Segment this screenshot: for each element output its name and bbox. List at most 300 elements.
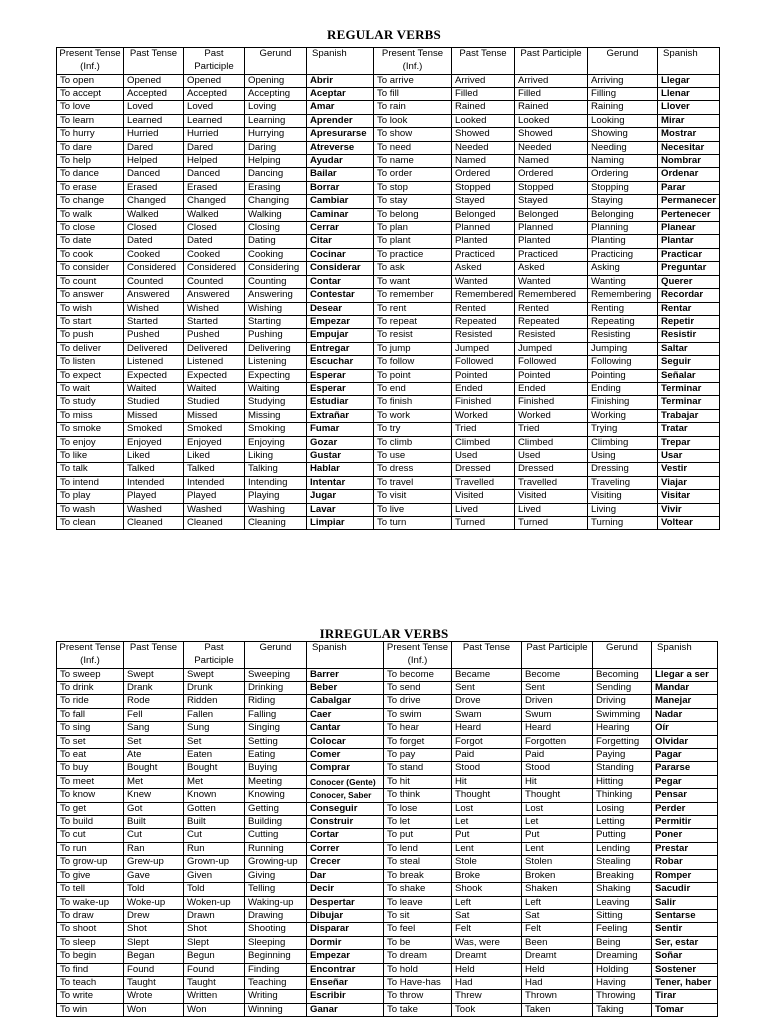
cell-gerund: Sleeping [245,936,307,949]
cell-spanish: Oír [652,722,718,735]
cell-past-participle: Dated [184,235,245,248]
cell-gerund: Sending [593,682,652,695]
cell-gerund: Growing-up [245,856,307,869]
cell-past-participle: Written [184,990,245,1003]
cell-gerund: Forgetting [593,735,652,748]
cell-past-participle: Lent [522,842,593,855]
cell-gerund: Teaching [245,976,307,989]
cell-present-tense: To let [384,816,452,829]
cell-gerund: Washing [245,503,307,516]
cell-gerund: Having [593,976,652,989]
cell-gerund: Using [588,449,658,462]
table-row [57,695,718,708]
table-row [57,883,718,896]
table-row [57,315,720,328]
column-header-spanish: Spanish [307,642,384,669]
cell-gerund: Breaking [593,869,652,882]
cell-past-tense: Cleaned [124,517,184,530]
cell-gerund: Taking [593,1003,652,1016]
table-row [57,409,720,422]
cell-past-tense: Paid [452,749,522,762]
cell-past-participle: Run [184,842,245,855]
table-row [57,235,720,248]
cell-past-participle: Showed [515,128,588,141]
cell-present-tense: To write [57,990,124,1003]
cell-present-tense: To plant [374,235,452,248]
cell-past-participle: Named [515,155,588,168]
cell-present-tense: To erase [57,181,124,194]
cell-past-participle: Remembered [515,289,588,302]
column-header-gerund: Gerund [245,48,307,75]
cell-gerund: Staying [588,195,658,208]
column-header-past-tense: Past Tense [124,48,184,75]
column-header-present-tense: Present Tense (Inf.) [57,48,124,75]
cell-past-participle: Put [522,829,593,842]
cell-present-tense: To put [384,829,452,842]
cell-gerund: Hearing [593,722,652,735]
cell-past-tense: Ate [124,749,184,762]
cell-spanish: Llegar a ser [652,668,718,681]
cell-gerund: Paying [593,749,652,762]
cell-past-tense: Pushed [124,329,184,342]
cell-spanish: Olvidar [652,735,718,748]
table-row [57,503,720,516]
cell-gerund: Waking-up [245,896,307,909]
cell-spanish: Hablar [307,463,374,476]
cell-past-participle: Stayed [515,195,588,208]
cell-present-tense: To clean [57,517,124,530]
cell-past-participle: Stolen [522,856,593,869]
cell-present-tense: To consider [57,262,124,275]
cell-spanish: Empujar [307,329,374,342]
cell-past-participle: Bought [184,762,245,775]
cell-past-participle: Repeated [515,315,588,328]
table-row [57,356,720,369]
cell-spanish: Cabalgar [307,695,384,708]
cell-present-tense: To practice [374,248,452,261]
cell-spanish: Visitar [658,490,720,503]
cell-present-tense: To travel [374,476,452,489]
cell-gerund: Winning [245,1003,307,1016]
cell-gerund: Playing [245,490,307,503]
cell-present-tense: To dance [57,168,124,181]
cell-past-participle: Gotten [184,802,245,815]
cell-gerund: Hurrying [245,128,307,141]
cell-present-tense: To hit [384,775,452,788]
cell-past-tense: Threw [452,990,522,1003]
cell-spanish: Caminar [307,208,374,221]
cell-spanish: Beber [307,682,384,695]
cell-present-tense: To drive [384,695,452,708]
cell-past-participle: Broken [522,869,593,882]
table-row [57,302,720,315]
cell-gerund: Losing [593,802,652,815]
cell-past-participle: Let [522,816,593,829]
cell-spanish: Rentar [658,302,720,315]
cell-past-participle: Felt [522,923,593,936]
cell-past-participle: Found [184,963,245,976]
cell-gerund: Stopping [588,181,658,194]
cell-spanish: Usar [658,449,720,462]
cell-past-participle: Jumped [515,342,588,355]
cell-past-tense: Smoked [124,423,184,436]
cell-present-tense: To know [57,789,124,802]
cell-present-tense: To lend [384,842,452,855]
cell-spanish: Salir [652,896,718,909]
cell-gerund: Thinking [593,789,652,802]
cell-spanish: Nombrar [658,155,720,168]
cell-spanish: Cerrar [307,222,374,235]
cell-gerund: Ending [588,382,658,395]
cell-past-tense: Enjoyed [124,436,184,449]
cell-present-tense: To stay [374,195,452,208]
cell-past-participle: Enjoyed [184,436,245,449]
cell-present-tense: To date [57,235,124,248]
cell-gerund: Dressing [588,463,658,476]
cell-past-tense: Wrote [124,990,184,1003]
table-row [57,436,720,449]
cell-spanish: Ganar [307,1003,384,1016]
cell-gerund: Jumping [588,342,658,355]
cell-past-participle: Resisted [515,329,588,342]
cell-past-participle: Followed [515,356,588,369]
cell-past-participle: Smoked [184,423,245,436]
cell-past-tense: Built [124,816,184,829]
cell-gerund: Dreaming [593,950,652,963]
cell-present-tense: To fill [374,88,452,101]
cell-present-tense: To find [57,963,124,976]
cell-past-tense: Told [124,883,184,896]
cell-present-tense: To fall [57,708,124,721]
cell-past-tense: Walked [124,208,184,221]
cell-gerund: Singing [245,722,307,735]
cell-past-participle: Closed [184,222,245,235]
cell-past-participle: Fallen [184,708,245,721]
table-row [57,396,720,409]
cell-gerund: Wishing [245,302,307,315]
cell-past-tense: Cut [124,829,184,842]
table-row [57,896,718,909]
cell-spanish: Pegar [652,775,718,788]
cell-past-participle: Told [184,883,245,896]
cell-past-tense: Dared [124,141,184,154]
cell-present-tense: To throw [384,990,452,1003]
cell-past-tense: Ran [124,842,184,855]
cell-present-tense: To lose [384,802,452,815]
cell-spanish: Viajar [658,476,720,489]
cell-past-participle: Eaten [184,749,245,762]
cell-spanish: Mirar [658,114,720,127]
header-row [57,642,718,669]
cell-past-participle: Changed [184,195,245,208]
cell-past-participle: Planted [515,235,588,248]
cell-past-participle: Met [184,775,245,788]
cell-past-participle: Dreamt [522,950,593,963]
cell-past-tense: Let [452,816,522,829]
cell-spanish: Terminar [658,382,720,395]
cell-spanish: Conocer, Saber [307,789,384,802]
column-header-present-tense: Present Tense (Inf.) [57,642,124,669]
cell-past-tense: Stayed [452,195,515,208]
cell-past-tense: Felt [452,923,522,936]
cell-spanish: Tirar [652,990,718,1003]
cell-spanish: Permitir [652,816,718,829]
cell-past-tense: Cooked [124,248,184,261]
cell-past-tense: Changed [124,195,184,208]
cell-present-tense: To win [57,1003,124,1016]
cell-past-participle: Asked [515,262,588,275]
cell-present-tense: To play [57,490,124,503]
cell-present-tense: To sit [384,909,452,922]
cell-present-tense: To forget [384,735,452,748]
cell-gerund: Telling [245,883,307,896]
cell-past-participle: Cut [184,829,245,842]
cell-past-tense: Resisted [452,329,515,342]
cell-past-tense: Heard [452,722,522,735]
table-row [57,682,718,695]
cell-past-participle: Looked [515,114,588,127]
cell-past-tense: Was, were [452,936,522,949]
table-row [57,802,718,815]
cell-present-tense: To climb [374,436,452,449]
cell-gerund: Talking [245,463,307,476]
cell-past-participle: Sung [184,722,245,735]
table-row [57,936,718,949]
cell-past-participle: Ordered [515,168,588,181]
cell-spanish: Romper [652,869,718,882]
cell-past-tense: Visited [452,490,515,503]
cell-past-tense: Followed [452,356,515,369]
cell-spanish: Necesitar [658,141,720,154]
cell-present-tense: To be [384,936,452,949]
cell-past-tense: Wished [124,302,184,315]
cell-gerund: Answering [245,289,307,302]
cell-past-tense: Became [452,668,522,681]
cell-past-participle: Needed [515,141,588,154]
cell-past-tense: Ordered [452,168,515,181]
table-row [57,829,718,842]
cell-past-tense: Planted [452,235,515,248]
column-header-present-tense: Present Tense (Inf.) [374,48,452,75]
cell-past-participle: Loved [184,101,245,114]
cell-past-participle: Hurried [184,128,245,141]
cell-past-tense: Planned [452,222,515,235]
cell-present-tense: To miss [57,409,124,422]
cell-past-tense: Stopped [452,181,515,194]
cell-past-tense: Swept [124,668,184,681]
column-header-spanish: Spanish [658,48,720,75]
cell-past-tense: Learned [124,114,184,127]
cell-present-tense: To rent [374,302,452,315]
cell-present-tense: To ask [374,262,452,275]
cell-past-participle: Accepted [184,88,245,101]
cell-gerund: Giving [245,869,307,882]
cell-present-tense: To set [57,735,124,748]
cell-past-tense: Put [452,829,522,842]
cell-present-tense: To like [57,449,124,462]
cell-past-tense: Considered [124,262,184,275]
cell-past-tense: Bought [124,762,184,775]
table-row [57,476,720,489]
cell-past-tense: Washed [124,503,184,516]
cell-past-tense: Knew [124,789,184,802]
cell-present-tense: To live [374,503,452,516]
cell-gerund: Waiting [245,382,307,395]
cell-present-tense: To sing [57,722,124,735]
cell-gerund: Writing [245,990,307,1003]
cell-gerund: Practicing [588,248,658,261]
cell-past-tense: Drew [124,909,184,922]
cell-present-tense: To jump [374,342,452,355]
table-row [57,668,718,681]
cell-past-participle: Wanted [515,275,588,288]
cell-past-participle: Built [184,816,245,829]
cell-present-tense: To stand [384,762,452,775]
cell-spanish: Poner [652,829,718,842]
cell-spanish: Jugar [307,490,374,503]
column-header-past-participle: Past Participle [184,642,245,669]
cell-spanish: Pararse [652,762,718,775]
cell-past-participle: Thrown [522,990,593,1003]
cell-spanish: Robar [652,856,718,869]
cell-spanish: Tomar [652,1003,718,1016]
cell-spanish: Tener, haber [652,976,718,989]
cell-past-participle: Waited [184,382,245,395]
cell-gerund: Looking [588,114,658,127]
cell-present-tense: To expect [57,369,124,382]
cell-past-participle: Grown-up [184,856,245,869]
table-row [57,1003,718,1016]
cell-past-tense: Set [124,735,184,748]
cell-past-tense: Wanted [452,275,515,288]
column-header-past-tense: Past Tense [452,48,515,75]
cell-spanish: Desear [307,302,374,315]
cell-present-tense: To think [384,789,452,802]
cell-past-tense: Rode [124,695,184,708]
cell-gerund: Building [245,816,307,829]
cell-spanish: Mandar [652,682,718,695]
table-row [57,222,720,235]
table-row [57,816,718,829]
cell-gerund: Changing [245,195,307,208]
cell-past-participle: Liked [184,449,245,462]
cell-gerund: Traveling [588,476,658,489]
cell-present-tense: To cut [57,829,124,842]
cell-past-tense: Rented [452,302,515,315]
cell-past-tense: Turned [452,517,515,530]
table-row [57,329,720,342]
cell-past-tense: Rained [452,101,515,114]
cell-past-tense: Studied [124,396,184,409]
cell-spanish: Disparar [307,923,384,936]
cell-present-tense: To wait [57,382,124,395]
cell-spanish: Sostener [652,963,718,976]
cell-present-tense: To change [57,195,124,208]
table-row [57,490,720,503]
cell-past-tense: Arrived [452,74,515,87]
irregular-verbs-title: IRREGULAR VERBS [319,626,449,641]
cell-present-tense: To study [57,396,124,409]
cell-gerund: Ordering [588,168,658,181]
cell-gerund: Smoking [245,423,307,436]
cell-spanish: Permanecer [658,195,720,208]
table-row [57,735,718,748]
column-header-past-participle: Past Participle [522,642,593,669]
cell-past-tense: Missed [124,409,184,422]
cell-gerund: Asking [588,262,658,275]
cell-past-participle: Shaken [522,883,593,896]
table-row [57,342,720,355]
cell-gerund: Wanting [588,275,658,288]
cell-present-tense: To work [374,409,452,422]
cell-past-participle: Listened [184,356,245,369]
cell-spanish: Sacudir [652,883,718,896]
cell-past-participle: Left [522,896,593,909]
cell-spanish: Vestir [658,463,720,476]
cell-gerund: Leaving [593,896,652,909]
cell-past-tense: Stood [452,762,522,775]
cell-present-tense: To shake [384,883,452,896]
cell-spanish: Ayudar [307,155,374,168]
cell-past-tense: Worked [452,409,515,422]
cell-past-participle: Set [184,735,245,748]
table-row [57,155,720,168]
table-row [57,248,720,261]
cell-spanish: Vivir [658,503,720,516]
cell-present-tense: To turn [374,517,452,530]
cell-spanish: Pertenecer [658,208,720,221]
cell-spanish: Considerar [307,262,374,275]
cell-spanish: Esperar [307,369,374,382]
cell-gerund: Remembering [588,289,658,302]
cell-gerund: Running [245,842,307,855]
cell-spanish: Soñar [652,950,718,963]
cell-spanish: Conocer (Gente) [307,775,384,788]
cell-past-tense: Delivered [124,342,184,355]
cell-gerund: Needing [588,141,658,154]
cell-gerund: Drinking [245,682,307,695]
cell-gerund: Becoming [593,668,652,681]
cell-present-tense: To take [384,1003,452,1016]
cell-past-participle: Become [522,668,593,681]
column-header-gerund: Gerund [245,642,307,669]
cell-past-tense: Asked [452,262,515,275]
cell-past-tense: Accepted [124,88,184,101]
cell-past-tense: Answered [124,289,184,302]
cell-spanish: Pensar [652,789,718,802]
table-row [57,181,720,194]
cell-past-participle: Woken-up [184,896,245,909]
cell-spanish: Lavar [307,503,374,516]
cell-past-tense: Finished [452,396,515,409]
cell-past-participle: Cooked [184,248,245,261]
cell-present-tense: To intend [57,476,124,489]
cell-gerund: Stealing [593,856,652,869]
table-row [57,963,718,976]
cell-spanish: Esperar [307,382,374,395]
cell-past-tense: Helped [124,155,184,168]
column-header-present-tense: Present Tense (Inf.) [384,642,452,669]
cell-gerund: Throwing [593,990,652,1003]
cell-present-tense: To finish [374,396,452,409]
cell-past-tense: Sat [452,909,522,922]
cell-past-tense: Shot [124,923,184,936]
cell-gerund: Repeating [588,315,658,328]
cell-past-participle: Held [522,963,593,976]
cell-spanish: Trabajar [658,409,720,422]
cell-spanish: Gozar [307,436,374,449]
cell-past-participle: Rented [515,302,588,315]
